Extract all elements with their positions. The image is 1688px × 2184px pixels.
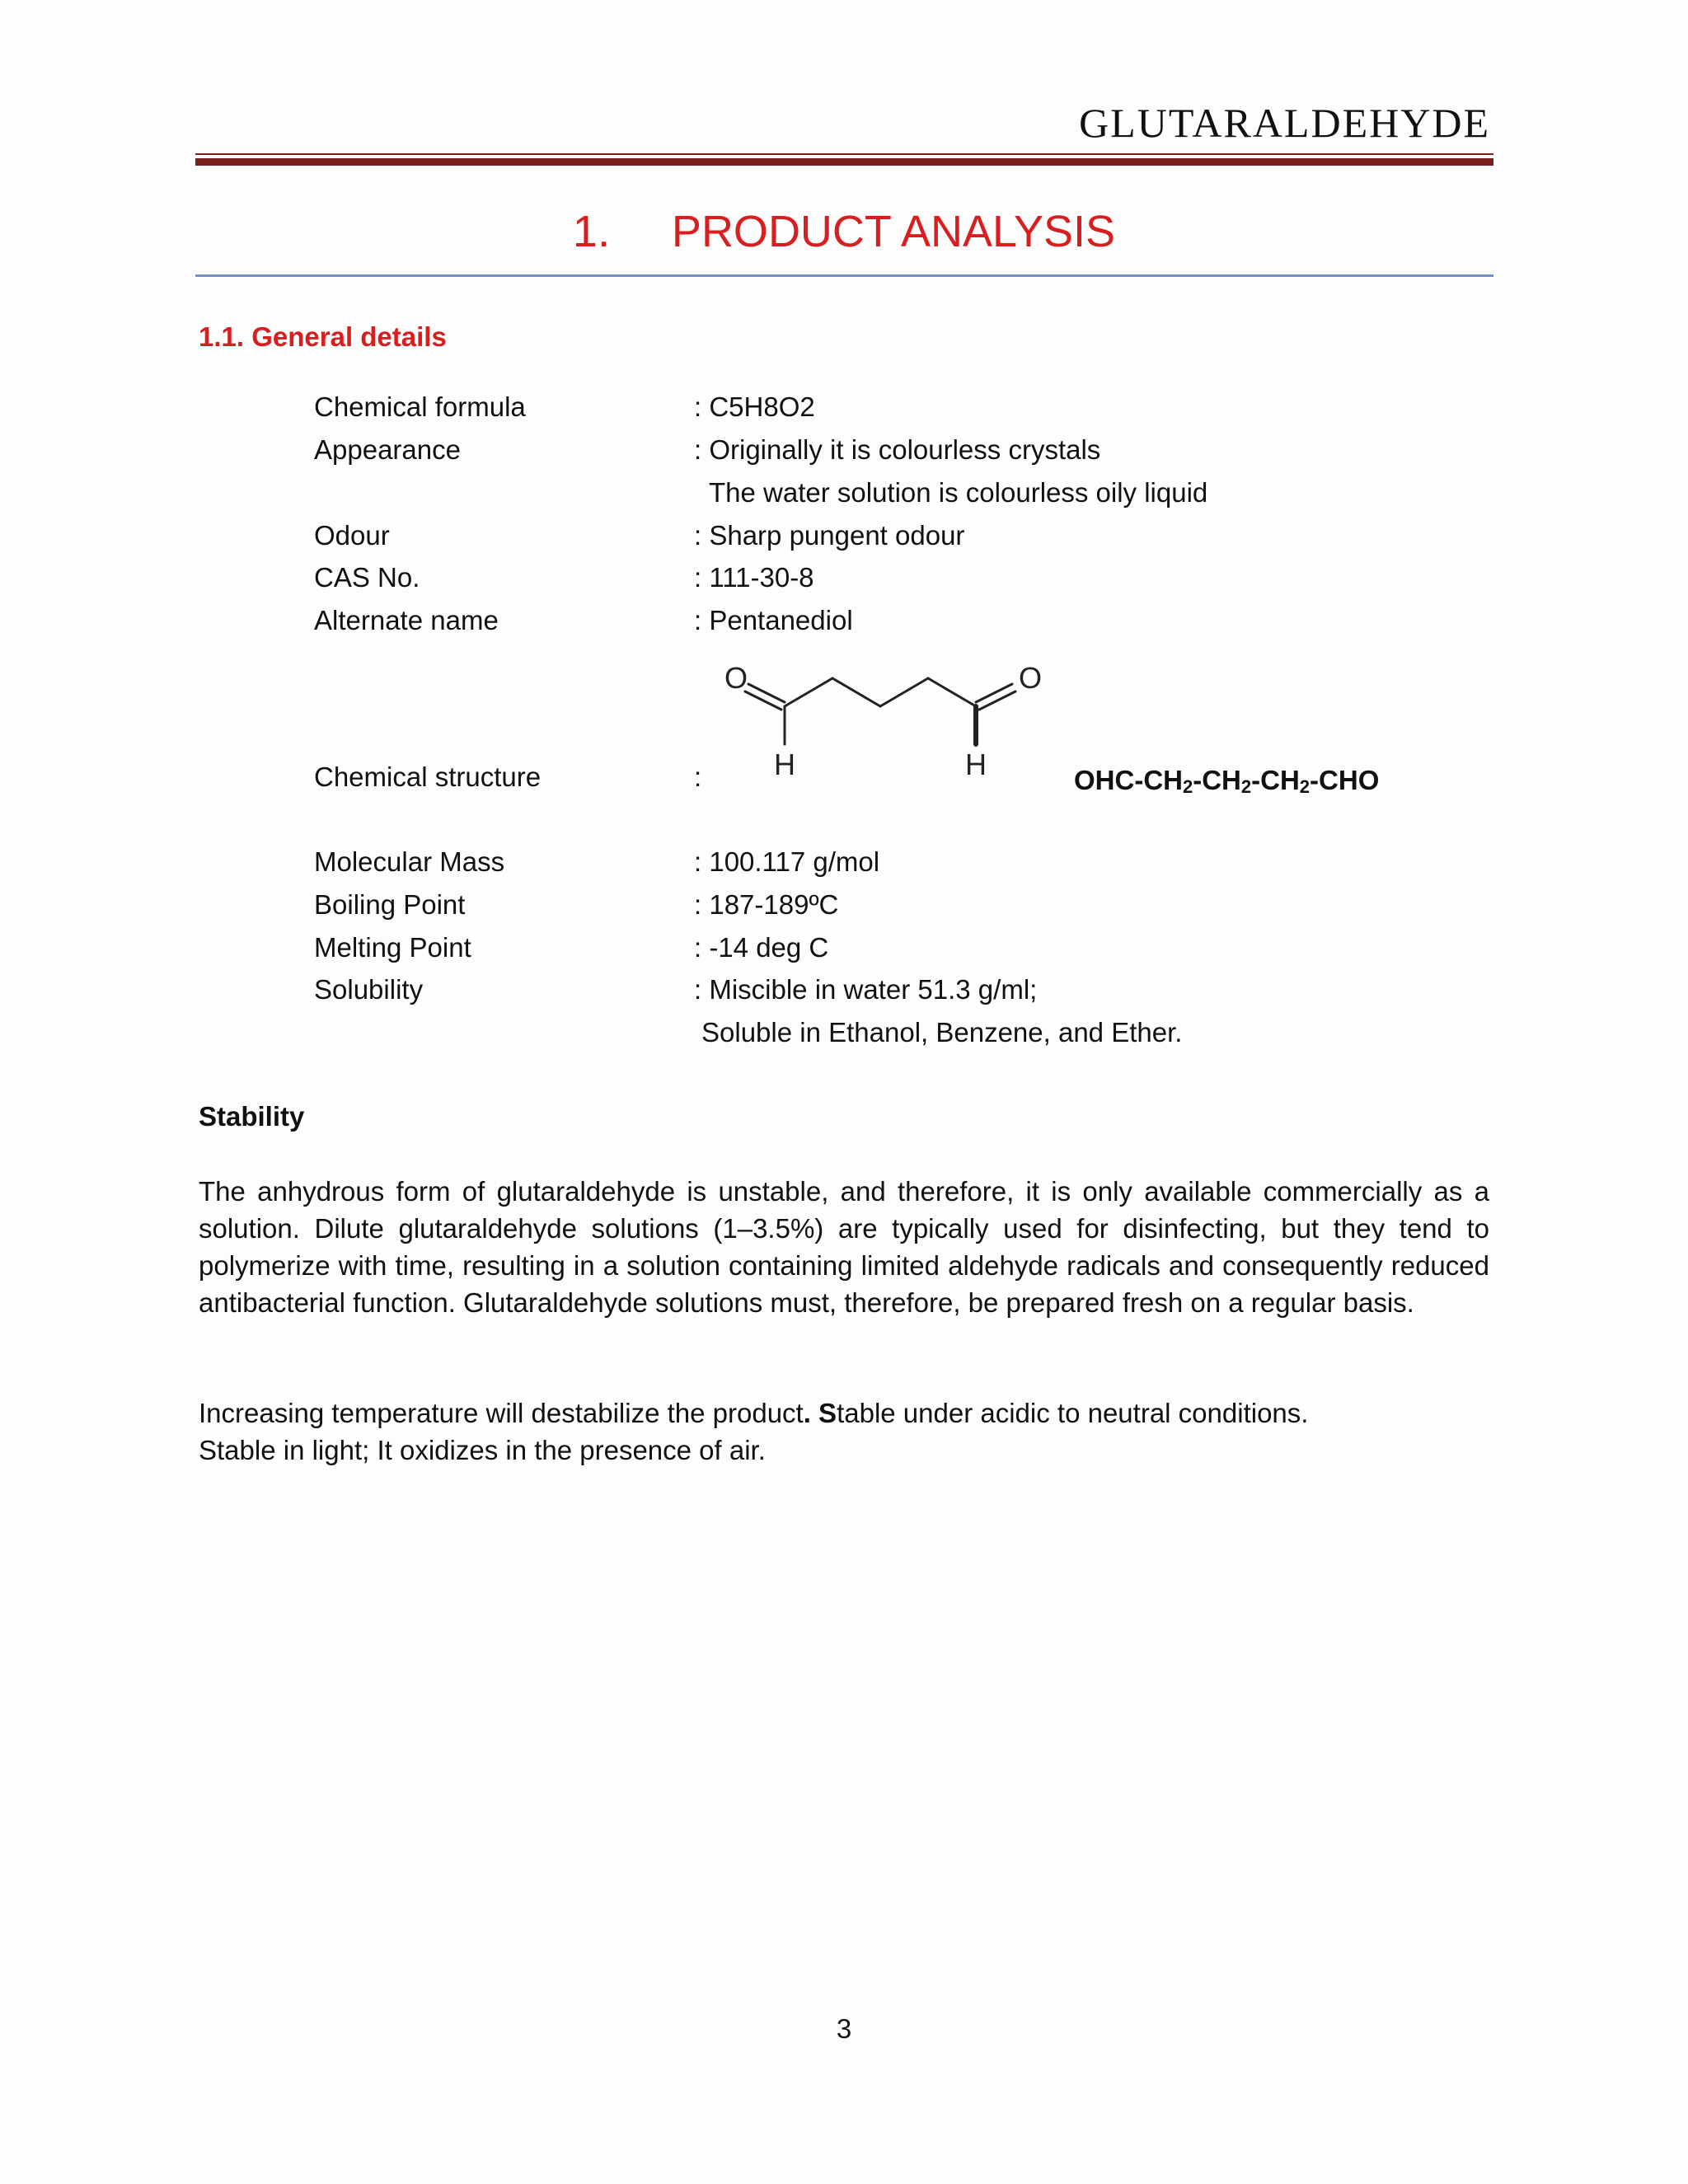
section-title: PRODUCT ANALYSIS (671, 207, 1116, 256)
atom-oxygen-right: O (1018, 661, 1043, 695)
detail-label-molecular-mass: Molecular Mass (314, 846, 505, 877)
detail-value-solubility-continued: Soluble in Ethanol, Benzene, and Ether. (701, 1017, 1183, 1047)
detail-label-melting-point: Melting Point (314, 932, 471, 963)
formula-subscript: 2 (1240, 776, 1252, 797)
bond-c1-o1-a (748, 684, 785, 702)
stability-paragraph-2-line-2: Stable in light; It oxidizes in the presence of air. (199, 1435, 766, 1465)
stability-bold-text: . S (803, 1398, 837, 1428)
bond-c1-c2 (785, 678, 832, 706)
formula-part: -CH (1193, 765, 1241, 795)
detail-value-chemical-formula: : C5H8O2 (694, 391, 815, 422)
bond-c5-o2-b (979, 691, 1015, 710)
stability-text: Increasing temperature will destabilize the product (199, 1398, 804, 1428)
detail-label-appearance: Appearance (314, 434, 461, 465)
condensed-formula (1074, 765, 1379, 798)
stability-text: table under acidic to neutral conditions. (837, 1398, 1309, 1428)
bond-c2-c3 (832, 678, 880, 706)
bond-c1-o1-b (745, 691, 781, 710)
detail-value-cas-number: : 111-30-8 (694, 562, 814, 593)
formula-part: -CH (1251, 765, 1300, 795)
chemical-structure-diagram (709, 655, 1055, 795)
detail-label-alternate-name: Alternate name (314, 605, 499, 635)
detail-label-chemical-formula: Chemical formula (314, 391, 526, 422)
section-heading (0, 206, 1688, 257)
bond-c5-o2-a (976, 684, 1012, 702)
stability-paragraph-2-line-1 (199, 1394, 1489, 1432)
detail-value-chemical-structure-colon: : (694, 762, 702, 792)
page-number: 3 (836, 2013, 852, 2044)
detail-value-solubility: : Miscible in water 51.3 g/ml; (694, 974, 1038, 1005)
formula-part: -CHO (1310, 765, 1380, 795)
atom-oxygen-left: O (724, 661, 748, 695)
bond-c4-c5 (928, 678, 976, 706)
section-rule (195, 274, 1493, 277)
header-rule-thin (195, 153, 1493, 155)
detail-value-alternate-name: : Pentanediol (694, 605, 853, 635)
atom-hydrogen-right: H (965, 748, 987, 781)
stability-paragraph-1: The anhydrous form of glutaraldehyde is unstable, and therefore, it is only available commercially as a solution. Dilute glutaraldehyde solutions (1–3.5%) are typically used for disinfecting, but they tend to polymerize with time, resulting in a solution containing limited aldehyde radicals and consequently reduced antibacterial function. Glutaraldehyde solutions must, therefore, be prepared fresh on a regular basis. (199, 1176, 1489, 1318)
formula-subscript: 2 (1299, 776, 1311, 797)
detail-value-melting-point: : -14 deg C (694, 932, 829, 963)
stability-heading: Stability (199, 1101, 305, 1132)
formula-subscript: 2 (1182, 776, 1193, 797)
bond-c3-c4 (880, 678, 928, 706)
detail-value-boiling-point: : 187-189ºC (694, 889, 839, 920)
detail-value-appearance: : Originally it is colourless crystals (694, 434, 1101, 465)
detail-label-cas-number: CAS No. (314, 562, 420, 593)
running-header-title: GLUTARALDEHYDE (1079, 100, 1490, 146)
detail-value-molecular-mass: : 100.117 g/mol (694, 846, 880, 877)
atom-hydrogen-left: H (774, 748, 795, 781)
detail-label-odour: Odour (314, 520, 390, 551)
detail-label-solubility: Solubility (314, 974, 424, 1005)
detail-value-appearance-continued: The water solution is colourless oily liquid (709, 477, 1208, 508)
subsection-heading: 1.1. General details (199, 321, 447, 352)
header-rule-thick (195, 158, 1493, 166)
section-number: 1. (572, 207, 610, 256)
detail-value-odour: : Sharp pungent odour (694, 520, 965, 551)
formula-part: OHC-CH (1074, 765, 1183, 795)
detail-label-boiling-point: Boiling Point (314, 889, 466, 920)
detail-label-chemical-structure: Chemical structure (314, 762, 542, 792)
